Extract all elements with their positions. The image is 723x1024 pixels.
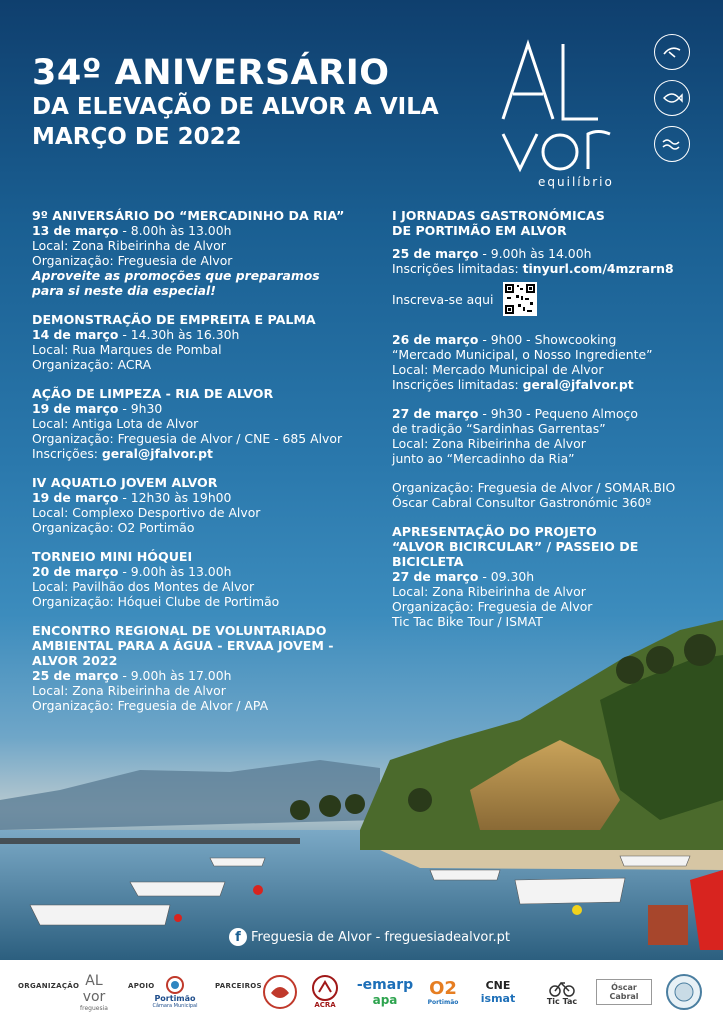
page-subtitle: DA ELEVAÇÃO DE ALVOR A VILA — [32, 94, 439, 120]
event-location: Local: Pavilhão dos Montes de Alvor — [32, 579, 255, 594]
red-badge-icon — [263, 975, 297, 1009]
inscricoes-label: Inscrições limitadas: — [392, 261, 523, 276]
events-left-column — [32, 208, 382, 727]
apa-text: apa — [372, 993, 398, 1007]
qr-row — [392, 282, 712, 316]
event-location: Local: Zona Ribeirinha de Alvor — [32, 683, 226, 698]
event-title: 9º ANIVERSÁRIO DO “MERCADINHO DA RIA” — [32, 208, 345, 223]
oscar-text: Óscar Cabral — [596, 979, 652, 1005]
event-date: 19 de março — [32, 401, 119, 416]
event-date: 27 de março — [392, 569, 479, 584]
wave-icon — [654, 126, 690, 162]
event-organizer: Organização: Freguesia de Alvor / APA — [32, 698, 269, 713]
event-organizer: Óscar Cabral Consultor Gastronómic 360º — [392, 495, 652, 510]
event-time: - 8.00h às 13.00h — [118, 223, 232, 238]
bicircular-title-line2: “ALVOR BICIRCULAR” / PASSEIO DE BICICLETA — [392, 539, 639, 569]
event-time: - 09.30h — [478, 569, 535, 584]
header — [32, 54, 439, 152]
jornadas-title-line2: DE PORTIMÃO EM ALVOR — [392, 223, 567, 238]
event-organizer: Organização: Freguesia de Alvor / CNE - 685 Alvor — [32, 431, 343, 446]
acra-logo — [306, 972, 344, 1012]
event-organizer: Organização: Freguesia de Alvor — [32, 253, 233, 268]
bicycle-icon — [549, 979, 575, 997]
event-title-line2: AMBIENTAL PARA A ÁGUA - ERVAA JOVEM - ALVOR 2022 — [32, 638, 334, 668]
o2-small: Portimão — [427, 999, 459, 1006]
event-title: AÇÃO DE LIMPEZA - RIA DE ALVOR — [32, 386, 274, 401]
event-time: - 9.00h às 14.00h — [478, 246, 592, 261]
inscricoes-label: Inscrições limitadas: — [392, 377, 523, 392]
logo-tagline: equilíbrio — [538, 175, 614, 189]
event-mercadinho — [32, 208, 382, 298]
alvor-footer-small: freguesia — [80, 1004, 108, 1012]
event-time: - 9h00 - Showcooking — [478, 332, 617, 347]
fish-icon — [654, 80, 690, 116]
event-location: Local: Zona Ribeirinha de Alvor — [392, 436, 586, 451]
event-organizer: Organização: Freguesia de Alvor — [392, 599, 593, 614]
event-desc: de tradição “Sardinhas Garrentas” — [392, 421, 606, 436]
emarp-apa-logo — [350, 972, 420, 1012]
event-organizer: Organização: Hóquei Clube de Portimão — [32, 594, 280, 609]
event-location: Local: Mercado Municipal de Alvor — [392, 362, 604, 377]
acra-text: ACRA — [314, 1001, 336, 1009]
event-location: Local: Zona Ribeirinha de Alvor — [32, 238, 226, 253]
bicircular-title: APRESENTAÇÃO DO PROJETO — [392, 524, 597, 539]
event-organizer: Organização: O2 Portimão — [32, 520, 195, 535]
event-date: 13 de março — [32, 223, 119, 238]
tictac-text: Tic Tac — [546, 996, 578, 1006]
event-desc: “Mercado Municipal, o Nosso Ingrediente” — [392, 347, 653, 362]
cne-text: CNE — [485, 979, 511, 992]
event-title: IV AQUATLO JOVEM ALVOR — [32, 475, 218, 490]
event-title: DEMONSTRAÇÃO DE EMPREITA E PALMA — [32, 312, 316, 327]
email-link[interactable]: geral@jfalvor.pt — [101, 446, 213, 461]
qr-label: Inscreva-se aqui — [392, 291, 494, 307]
tinyurl-link[interactable]: tinyurl.com/4mzrarn8 — [522, 261, 674, 276]
parceiros-label: PARCEIROS — [215, 982, 262, 990]
alvor-footer-text: AL vor — [82, 972, 106, 1005]
page-date: MARÇO DE 2022 — [32, 124, 242, 150]
email-link[interactable]: geral@jfalvor.pt — [522, 377, 634, 392]
event-date: 26 de março — [392, 332, 479, 347]
page-title: 34º ANIVERSÁRIO — [32, 53, 390, 93]
event-date: 27 de março — [392, 406, 479, 421]
event-time: - 9h30 - Pequeno Almoço — [478, 406, 638, 421]
facebook-icon[interactable]: f — [229, 928, 247, 946]
event-location: Local: Rua Marques de Pombal — [32, 342, 222, 357]
event-voluntariado — [32, 623, 382, 713]
jornadas-title: I JORNADAS GASTRONÓMICAS — [392, 208, 605, 223]
event-date: 25 de março — [392, 246, 479, 261]
event-organizer: Tic Tac Bike Tour / ISMAT — [392, 614, 543, 629]
portimao-logo — [150, 972, 200, 1012]
event-location-detail: junto ao “Mercadinho da Ria” — [392, 451, 575, 466]
event-note: para si neste dia especial! — [32, 283, 216, 298]
emarp-text: -emarp — [356, 977, 414, 993]
event-date: 25 de março — [32, 668, 119, 683]
event-organizer: Organização: Freguesia de Alvor / SOMAR.BIO — [392, 480, 676, 495]
apoio-label: APOIO — [128, 982, 155, 990]
alvor-logo — [498, 34, 648, 194]
event-time: - 9.00h às 17.00h — [118, 668, 232, 683]
event-empreita — [32, 312, 382, 372]
acra-emblem-icon — [310, 975, 340, 1001]
event-hoquei — [32, 549, 382, 609]
qr-code[interactable] — [503, 282, 537, 316]
event-note: Aproveite as promoções que preparamos — [32, 268, 320, 283]
event-time: - 9h30 — [118, 401, 163, 416]
partner-round-logo — [664, 972, 704, 1012]
events-right-column — [392, 208, 712, 629]
tictac-logo — [540, 972, 584, 1012]
round-seal-icon — [666, 974, 702, 1010]
event-location: Local: Zona Ribeirinha de Alvor — [392, 584, 586, 599]
event-date: 19 de março — [32, 490, 119, 505]
event-limpeza — [32, 386, 382, 461]
o2-text: O2 — [429, 978, 457, 999]
portimao-emblem-icon — [166, 976, 184, 994]
social-line — [229, 928, 510, 946]
inscricoes-label: Inscrições: — [32, 446, 102, 461]
event-time: - 14.30h às 16.30h — [118, 327, 240, 342]
event-date: 14 de março — [32, 327, 119, 342]
event-date: 20 de março — [32, 564, 119, 579]
oscar-cabral-logo — [596, 972, 652, 1012]
event-location: Local: Complexo Desportivo de Alvor — [32, 505, 261, 520]
event-location: Local: Antiga Lota de Alvor — [32, 416, 199, 431]
o2-logo — [425, 972, 461, 1012]
alvor-footer-logo — [74, 972, 114, 1012]
bird-icon — [654, 34, 690, 70]
event-title: ENCONTRO REGIONAL DE VOLUNTARIADO — [32, 623, 327, 638]
event-time: - 12h30 às 19h00 — [118, 490, 232, 505]
event-aquatlo — [32, 475, 382, 535]
event-organizer: Organização: ACRA — [32, 357, 152, 372]
portimao-text: Portimão — [154, 993, 196, 1003]
social-text[interactable]: Freguesia de Alvor - freguesiadealvor.pt — [251, 929, 510, 945]
partner-logo-red — [262, 972, 298, 1012]
organizacao-label: ORGANIZAÇÃO — [18, 982, 80, 990]
footer-partners — [0, 960, 723, 1024]
ismat-text: ismat — [480, 992, 516, 1005]
event-time: - 9.00h às 13.00h — [118, 564, 232, 579]
portimao-small: Câmara Municipal — [152, 1002, 198, 1009]
event-title: TORNEIO MINI HÓQUEI — [32, 549, 193, 564]
cne-ismat-logo — [470, 972, 526, 1012]
